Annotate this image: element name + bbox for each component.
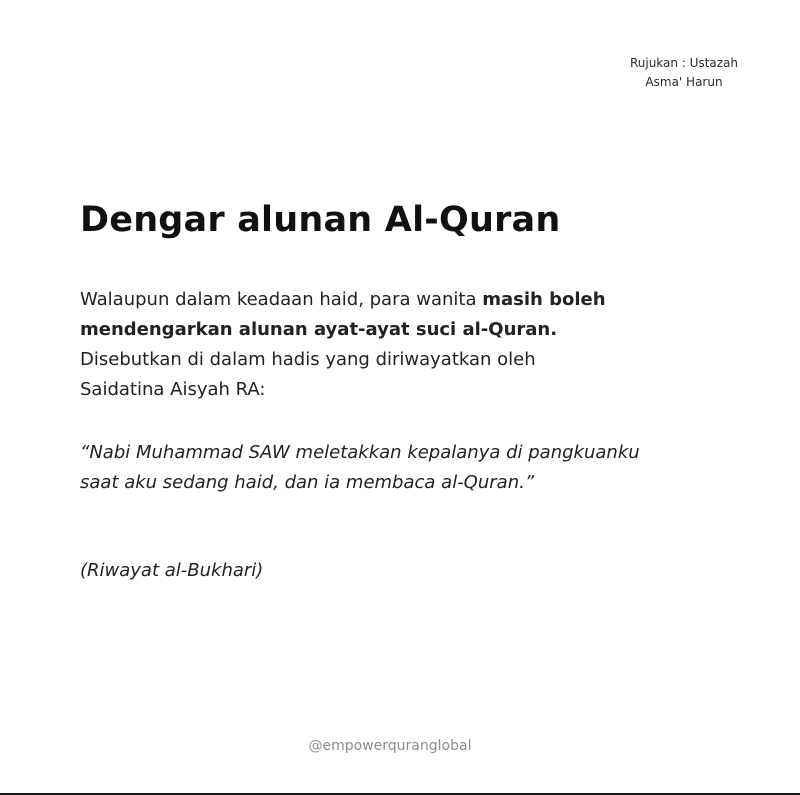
page-title: Dengar alunan Al-Quran: [80, 200, 561, 240]
reference-line-1: Rujukan : Ustazah: [629, 56, 739, 70]
hadith-source: (Riwayat al-Bukhari): [80, 560, 264, 581]
body-text-start: Walaupun dalam keadaan haid, para wanita: [80, 289, 483, 310]
reference-line-2: Asma' Harun: [645, 75, 723, 89]
body-text-bold: masih boleh mendengarkan alunan ayat-ayat suci al-Quran.: [80, 289, 606, 340]
social-handle: @empowerquranglobal: [308, 738, 472, 754]
body-paragraph: [80, 285, 625, 405]
hadith-quote: “Nabi Muhammad SAW meletakkan kepalanya di pangkuanku saat aku sedang haid, dan ia membaca al-Quran.”: [80, 442, 640, 493]
reference-note: [612, 54, 756, 92]
body-text-end: Disebutkan di dalam hadis yang diriwayatkan oleh Saidatina Aisyah RA:: [80, 349, 536, 400]
